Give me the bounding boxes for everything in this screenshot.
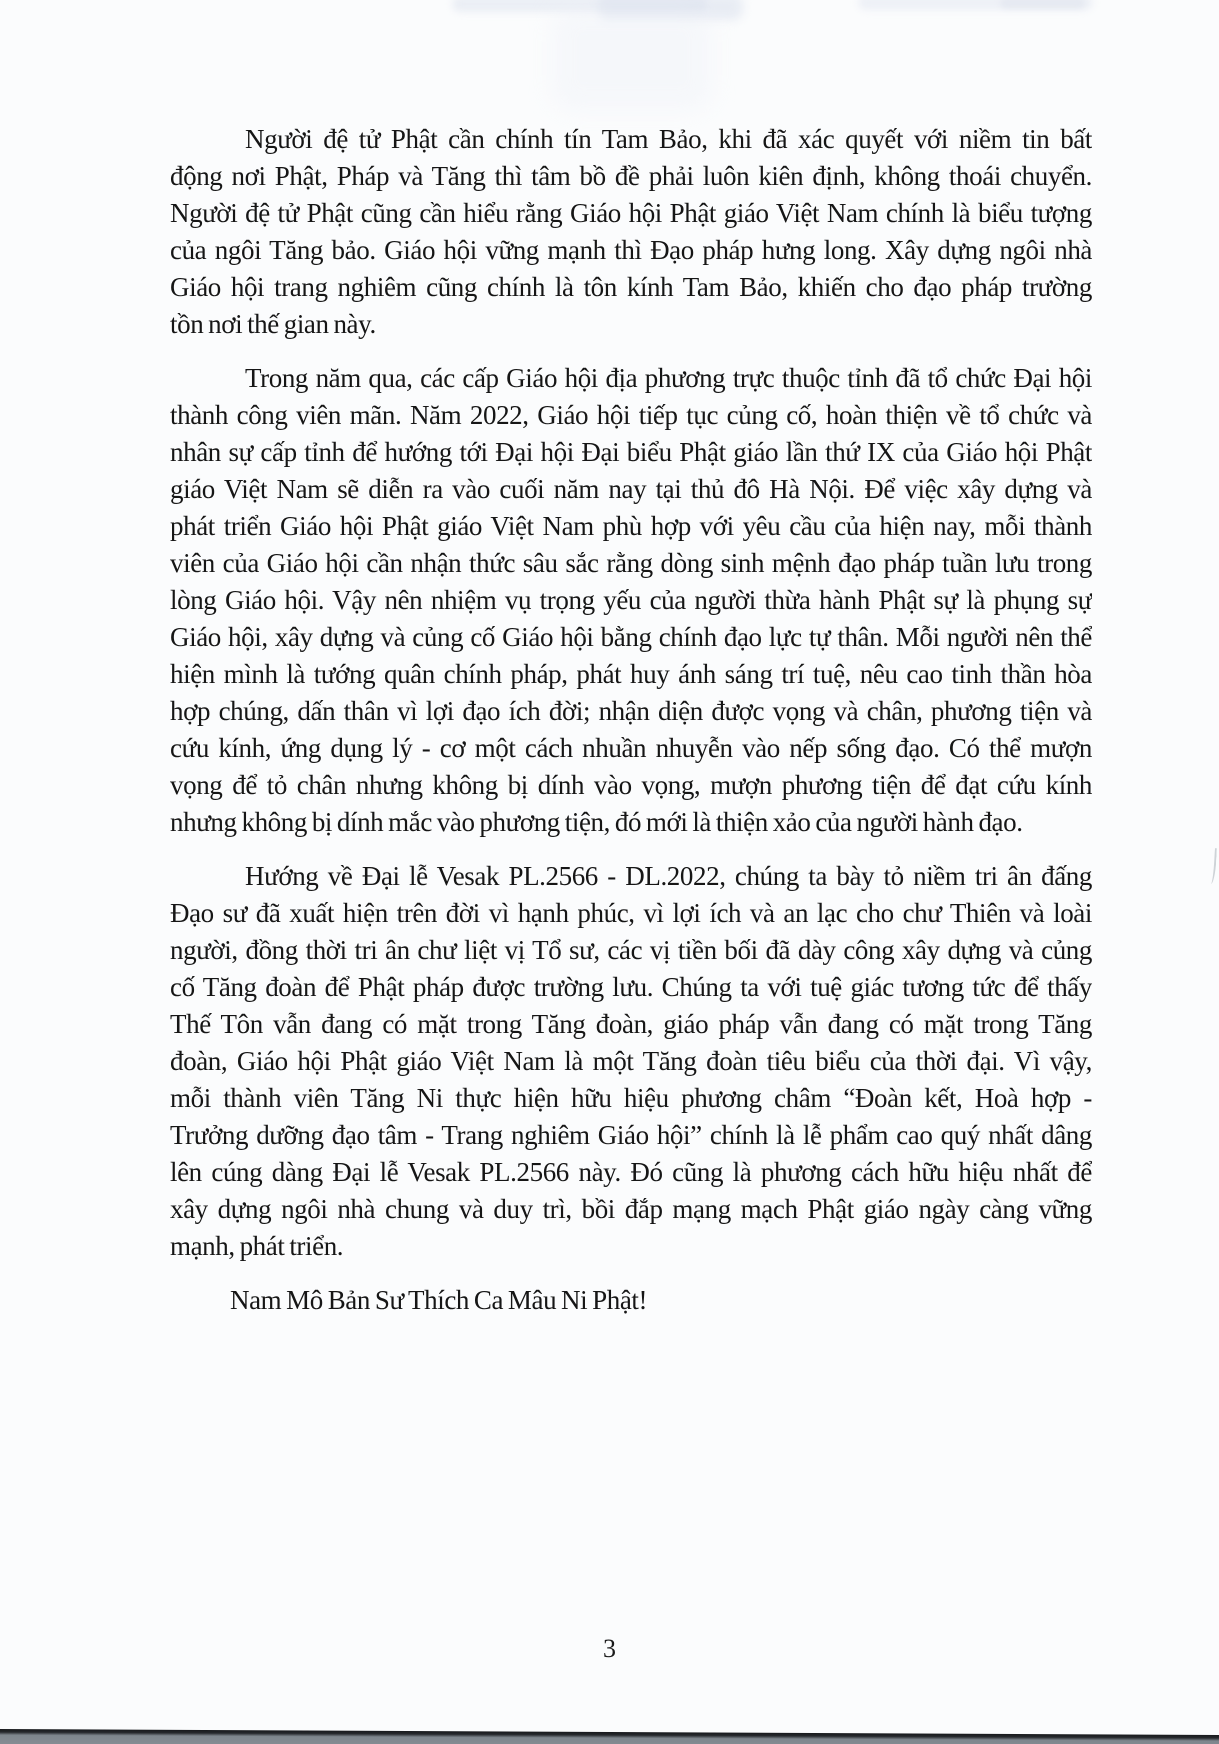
text-line: lòng Giáo hội. Vậy nên nhiệm vụ trọng yếu của người thừa hành Phật sự là phụng sự [170,585,1092,615]
text-line: lên cúng dàng Đại lễ Vesak PL.2566 này. Đó cũng là phương cách hữu hiệu nhất để [170,1157,1092,1187]
text-line: hiện mình là tướng quân chính pháp, phát huy ánh sáng trí tuệ, nêu cao tinh thần hòa [170,659,1092,689]
scan-artifact-top [552,6,712,111]
text-line: mỗi thành viên Tăng Ni thực hiện hữu hiệu phương châm “Đoàn kết, Hoà hợp - [170,1083,1092,1113]
text-block [170,121,1092,1336]
text-line: cố Tăng đoàn để Phật pháp được trường lưu. Chúng ta với tuệ giác tương tức để thấy [170,972,1092,1002]
text-line: phát triển Giáo hội Phật giáo Việt Nam phù hợp với yêu cầu của hiện nay, mỗi thành [170,511,1092,541]
text-line: Người đệ tử Phật cũng cần hiểu rằng Giáo hội Phật giáo Việt Nam chính là biểu tượng [170,198,1092,228]
text-line: Người đệ tử Phật cần chính tín Tam Bảo, khi đã xác quyết với niềm tin bất [245,124,1092,154]
text-line: người, đồng thời tri ân chư liệt vị Tổ sư, các vị tiền bối đã dày công xây dựng và củng [170,935,1092,965]
page-edge-artifact [1209,848,1217,884]
text-line: đoàn, Giáo hội Phật giáo Việt Nam là một Tăng đoàn tiêu biểu của thời đại. Vì vậy, [170,1046,1092,1076]
text-line: tồn nơi thế gian này. [170,309,376,339]
text-line: Thế Tôn vẫn đang có mặt trong Tăng đoàn, giáo pháp vẫn đang có mặt trong Tăng [170,1009,1092,1039]
paragraph [170,360,1092,841]
scanner-edge-bottom [0,1729,1219,1744]
text-line: Nam Mô Bản Sư Thích Ca Mâu Ni Phật! [230,1285,648,1315]
text-line: hợp chúng, dấn thân vì lợi đạo ích đời; nhận diện được vọng và chân, phương tiện và [170,696,1092,726]
text-line: Giáo hội, xây dựng và củng cố Giáo hội bằng chính đạo lực tự thân. Mỗi người nên thể [170,622,1092,652]
text-line: vọng để tỏ chân nhưng không bị dính vào vọng, mượn phương tiện để đạt cứu kính [170,770,1092,800]
text-line: nhân sự cấp tỉnh để hướng tới Đại hội Đại biểu Phật giáo lần thứ IX của Giáo hội Phật [170,437,1092,467]
paragraph [170,121,1092,343]
text-line: Trong năm qua, các cấp Giáo hội địa phương trực thuộc tỉnh đã tổ chức Đại hội [245,363,1092,393]
text-line: động nơi Phật, Pháp và Tăng thì tâm bồ đề phải luôn kiên định, không thoái chuyển. [170,161,1092,191]
scan-artifact-top [858,0,1093,10]
text-line: Đạo sư đã xuất hiện trên đời vì hạnh phúc, vì lợi ích và an lạc cho chư Thiên và loài [170,898,1092,928]
scan-artifact-top [1000,0,1085,9]
text-line: giáo Việt Nam sẽ diễn ra vào cuối năm nay tại thủ đô Hà Nội. Để việc xây dựng và [170,474,1092,504]
text-line: Hướng về Đại lễ Vesak PL.2566 - DL.2022, chúng ta bày tỏ niềm tri ân đấng [245,861,1092,891]
text-line: xây dựng ngôi nhà chung và duy trì, bồi đắp mạng mạch Phật giáo ngày càng vững [170,1194,1092,1224]
text-line: Trưởng dưỡng đạo tâm - Trang nghiêm Giáo hội” chính là lễ phẩm cao quý nhất dâng [170,1120,1092,1150]
text-line: cứu kính, ứng dụng lý - cơ một cách nhuần nhuyễn vào nếp sống đạo. Có thể mượn [170,733,1092,763]
text-line: nhưng không bị dính mắc vào phương tiện, đó mới là thiện xảo của người hành đạo. [170,807,1023,837]
page-number: 3 [603,1634,616,1663]
closing-invocation [170,1282,1092,1319]
text-line: mạnh, phát triển. [170,1231,344,1261]
scan-artifact-top [598,0,743,20]
text-line: của ngôi Tăng bảo. Giáo hội vững mạnh thì Đạo pháp hưng long. Xây dựng ngôi nhà [170,235,1092,265]
paragraph [170,858,1092,1265]
scan-artifact-top [452,0,707,12]
text-line: Giáo hội trang nghiêm cũng chính là tôn kính Tam Bảo, khiến cho đạo pháp trường [170,272,1092,302]
text-line: viên của Giáo hội cần nhận thức sâu sắc rằng dòng sinh mệnh đạo pháp tuần lưu trong [170,548,1092,578]
text-line: thành công viên mãn. Năm 2022, Giáo hội tiếp tục củng cố, hoàn thiện về tổ chức và [170,400,1092,430]
